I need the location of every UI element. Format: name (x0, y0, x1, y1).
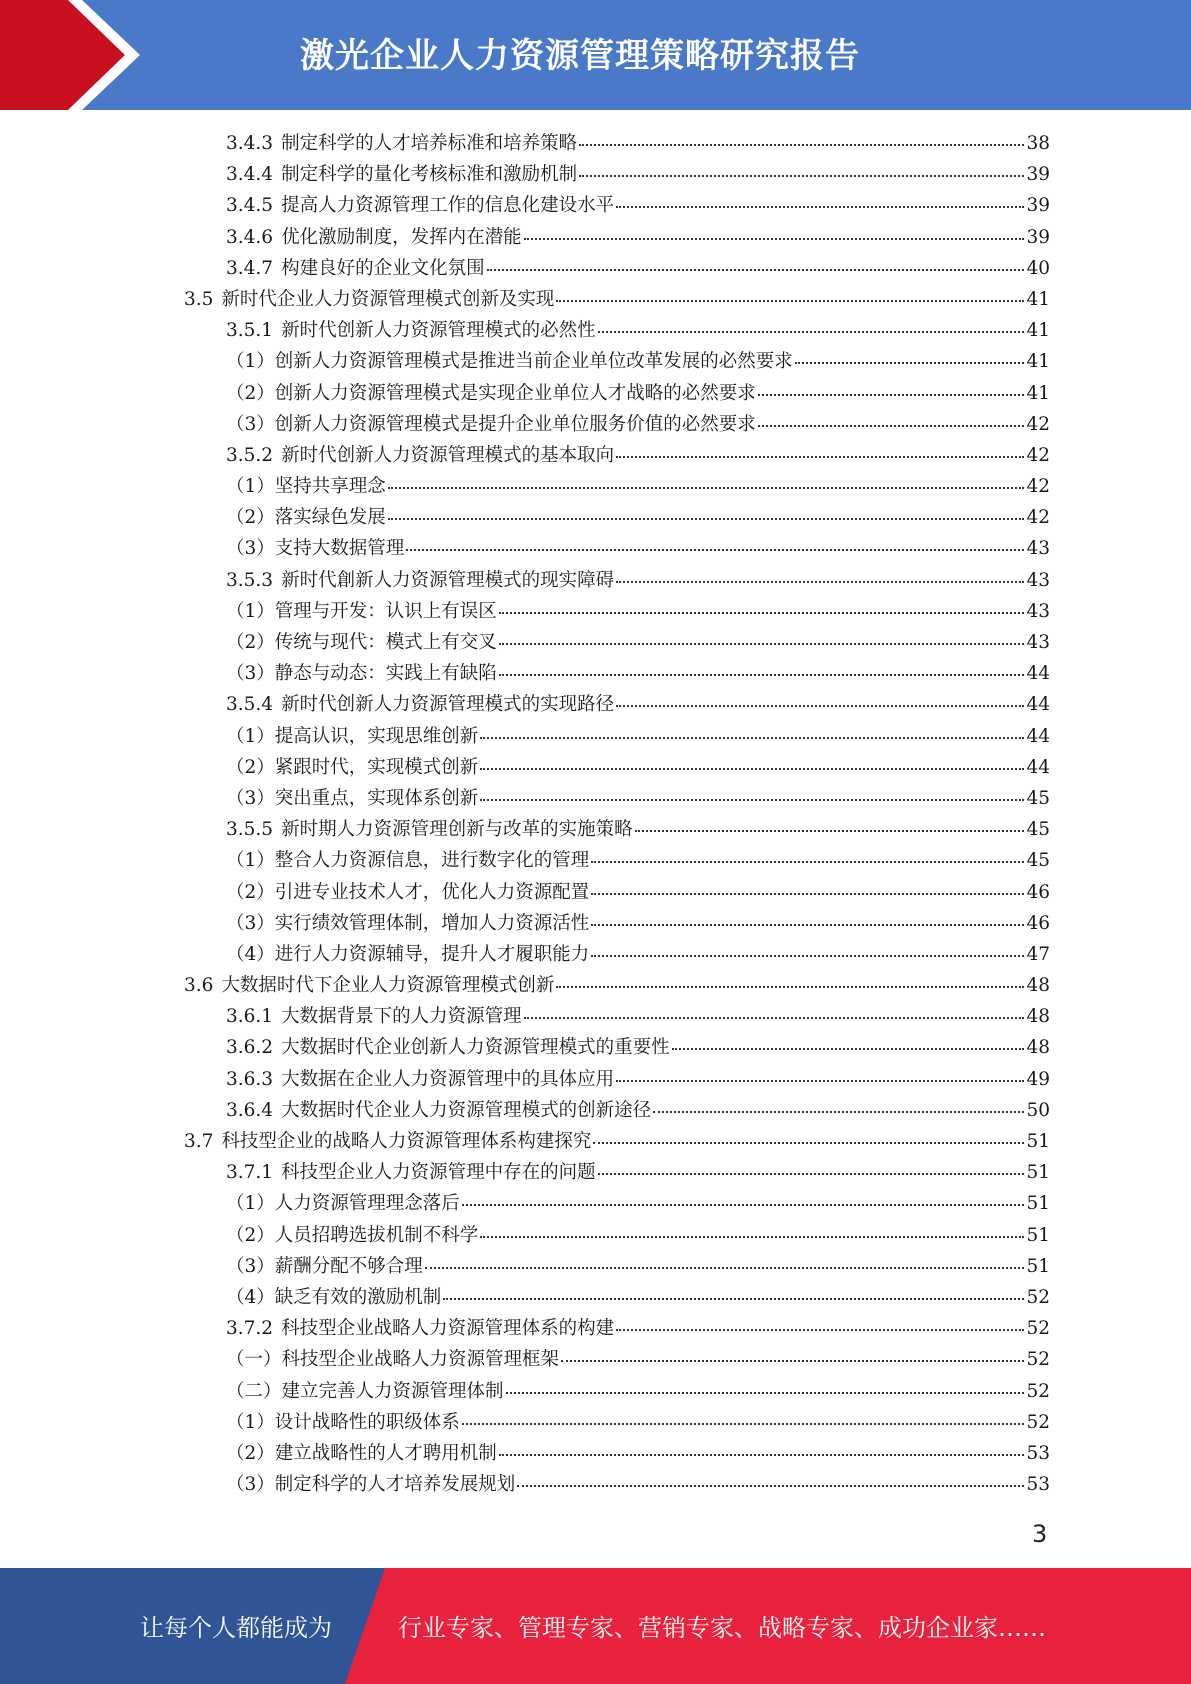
toc-entry-page: 43 (1026, 600, 1050, 622)
toc-entry[interactable] (180, 1469, 1050, 1500)
toc-entry-number: 3.6.2 (226, 1037, 274, 1059)
toc-entry[interactable] (180, 1001, 1050, 1032)
toc-dot-leader (388, 486, 1025, 489)
toc-entry[interactable] (180, 596, 1050, 627)
toc-entry-page: 45 (1026, 787, 1050, 809)
toc-entry[interactable] (180, 721, 1050, 752)
toc-entry-number: 3.5 (184, 288, 214, 310)
toc-entry-page: 42 (1026, 476, 1050, 498)
toc-entry[interactable] (180, 877, 1050, 908)
toc-dot-leader (524, 1016, 1025, 1019)
toc-entry-title: 大数据时代下企业人力资源管理模式创新 (221, 975, 555, 997)
toc-entry-title: 优化激励制度，发挥内在潜能 (281, 226, 522, 248)
toc-dot-leader (499, 673, 1025, 676)
toc-entry-page: 50 (1026, 1099, 1050, 1121)
toc-entry-page: 48 (1026, 1006, 1050, 1028)
toc-dot-leader (480, 1235, 1024, 1238)
toc-entry[interactable] (180, 346, 1050, 377)
toc-entry[interactable] (180, 783, 1050, 814)
toc-entry-page: 42 (1026, 507, 1050, 529)
header-band (0, 0, 1191, 110)
toc-entry-title: 制定科学的人才培养标准和培养策略 (281, 133, 578, 154)
toc-entry-number: 3.5.4 (226, 694, 274, 716)
toc-entry[interactable] (180, 565, 1050, 596)
toc-dot-leader (758, 424, 1025, 427)
toc-entry-title: （1）创新人力资源管理模式是推进当前企业单位改革发展的必然要求 (226, 351, 793, 373)
toc-entry-page: 41 (1026, 351, 1050, 373)
toc-dot-leader (406, 548, 1024, 551)
toc-entry[interactable] (180, 440, 1050, 471)
toc-dot-leader (443, 1297, 1024, 1300)
toc-entry[interactable] (180, 689, 1050, 720)
toc-entry-title: 大数据时代企业创新人力资源管理模式的重要性 (281, 1037, 670, 1059)
toc-entry-page: 41 (1026, 288, 1050, 310)
toc-entry-page: 44 (1026, 663, 1050, 685)
toc-entry-title: （2）传统与现代：模式上有交叉 (226, 632, 497, 653)
toc-entry-title: （3）实行绩效管理体制，增加人力资源活性 (226, 912, 590, 934)
toc-entry-title: （2）引进专业技术人才，优化人力资源配置 (226, 881, 590, 903)
toc-entry-page: 40 (1026, 257, 1050, 279)
toc-entry-title: 新时代创新人力资源管理模式的基本取向 (281, 444, 615, 466)
toc-entry-page: 51 (1026, 1131, 1050, 1152)
toc-entry-title: 大数据在企业人力资源管理中的具体应用 (281, 1068, 615, 1090)
toc-entry-page: 47 (1026, 943, 1050, 965)
toc-dot-leader (480, 767, 1024, 770)
toc-entry[interactable] (180, 908, 1050, 939)
toc-entry-number: 3.4.6 (226, 226, 274, 248)
toc-entry[interactable] (180, 939, 1050, 970)
toc-entry-title: （3）静态与动态：实践上有缺陷 (226, 663, 497, 685)
toc-entry[interactable] (180, 1251, 1050, 1282)
toc-entry[interactable] (180, 315, 1050, 346)
toc-entry-title: 科技型企业的战略人力资源管理体系构建探究 (221, 1131, 592, 1152)
toc-dot-leader (598, 330, 1025, 333)
toc-entry-number: 3.4.5 (226, 195, 274, 217)
toc-entry[interactable] (180, 1344, 1050, 1375)
toc-entry[interactable] (180, 502, 1050, 533)
toc-entry-page: 42 (1026, 444, 1050, 466)
toc-entry-page: 45 (1026, 850, 1050, 872)
toc-entry-page: 39 (1026, 226, 1050, 248)
toc-entry-page: 51 (1026, 1162, 1050, 1184)
toc-entry-page: 45 (1026, 819, 1050, 841)
toc-entry-page: 43 (1026, 569, 1050, 591)
toc-entry-page: 52 (1026, 1349, 1050, 1371)
toc-dot-leader (556, 299, 1024, 302)
toc-dot-leader (616, 1328, 1024, 1331)
toc-entry-page: 41 (1026, 320, 1050, 342)
toc-dot-leader (480, 798, 1024, 801)
toc-entry-title: （2）创新人力资源管理模式是实现企业单位人才战略的必然要求 (226, 382, 756, 404)
red-chevron-icon (0, 0, 160, 110)
toc-dot-leader (579, 174, 1024, 177)
toc-entry-page: 51 (1026, 1193, 1050, 1215)
toc-entry[interactable] (180, 1438, 1050, 1469)
toc-dot-leader (480, 736, 1024, 739)
toc-entry-number: 3.5.5 (226, 819, 274, 841)
toc-entry-page: 48 (1026, 975, 1050, 997)
report-title: 激光企业人力资源管理策略研究报告 (300, 36, 860, 76)
toc-dot-leader (591, 923, 1024, 926)
toc-entry-title: （4）缺乏有效的激励机制 (226, 1286, 442, 1308)
toc-dot-leader (616, 455, 1024, 458)
toc-dot-leader (598, 1172, 1025, 1175)
toc-entry-page: 52 (1026, 1318, 1050, 1340)
toc-dot-leader (795, 361, 1025, 364)
toc-entry[interactable] (180, 1313, 1050, 1344)
toc-entry-number: 3.4.7 (226, 257, 274, 279)
toc-dot-leader (556, 985, 1024, 988)
toc-entry-number: 3.7 (184, 1131, 214, 1152)
toc-entry[interactable] (180, 1376, 1050, 1407)
toc-dot-leader (425, 1266, 1025, 1269)
toc-entry-title: （一）科技型企业战略人力资源管理框架 (226, 1349, 560, 1371)
toc-dot-leader (758, 393, 1025, 396)
toc-entry[interactable] (180, 1188, 1050, 1219)
toc-entry[interactable] (180, 1032, 1050, 1063)
toc-dot-leader (593, 1141, 1024, 1144)
toc-entry-page: 46 (1026, 881, 1050, 903)
toc-entry-number: 3.7.1 (226, 1162, 274, 1184)
toc-entry-title: （1）人力资源管理理念落后 (226, 1193, 460, 1215)
toc-entry-page: 46 (1026, 912, 1050, 934)
toc-entry-title: （3）支持大数据管理 (226, 538, 405, 560)
toc-entry[interactable] (180, 1095, 1050, 1126)
toc-entry[interactable] (180, 533, 1050, 564)
toc-entry-title: （2）人员招聘选拔机制不科学 (226, 1224, 479, 1246)
toc-dot-leader (506, 1391, 1025, 1394)
toc-dot-leader (462, 1422, 1025, 1425)
toc-entry-number: 3.6 (184, 975, 214, 997)
toc-entry[interactable] (180, 378, 1050, 409)
toc-entry-page: 53 (1026, 1474, 1050, 1496)
toc-entry-page: 41 (1026, 382, 1050, 404)
toc-entry-page: 42 (1026, 413, 1050, 435)
toc-entry-title: （1）提高认识，实现思维创新 (226, 725, 479, 747)
toc-dot-leader (591, 860, 1024, 863)
toc-dot-leader (487, 268, 1025, 271)
toc-dot-leader (616, 1079, 1024, 1082)
toc-dot-leader (591, 892, 1024, 895)
toc-entry-page: 39 (1026, 195, 1050, 217)
toc-entry-title: （2）落实绿色发展 (226, 507, 386, 529)
toc-entry[interactable] (180, 471, 1050, 502)
toc-entry[interactable] (180, 1407, 1050, 1438)
toc-entry-number: 3.7.2 (226, 1318, 274, 1340)
toc-entry-title: （2）建立战略性的人才聘用机制 (226, 1442, 497, 1464)
toc-entry[interactable] (180, 409, 1050, 440)
toc-entry-number: 3.5.2 (226, 444, 274, 466)
toc-entry-number: 3.4.3 (226, 133, 274, 154)
toc-entry-page: 52 (1026, 1411, 1050, 1433)
toc-entry-page: 53 (1026, 1442, 1050, 1464)
toc-dot-leader (591, 954, 1024, 957)
toc-entry[interactable] (180, 253, 1050, 284)
toc-entry-page: 49 (1026, 1068, 1050, 1090)
footer-slogan-left: 让每个人都能成为 (140, 1614, 332, 1642)
toc-entry-number: 3.6.3 (226, 1068, 274, 1090)
toc-entry-title: （2）紧跟时代，实现模式创新 (226, 756, 479, 778)
toc-entry-page: 38 (1026, 133, 1050, 154)
toc-entry[interactable] (180, 190, 1050, 221)
toc-entry-page: 52 (1026, 1380, 1050, 1402)
toc-dot-leader (462, 1203, 1025, 1206)
toc-entry[interactable] (180, 814, 1050, 845)
toc-entry-page: 51 (1026, 1255, 1050, 1277)
toc-entry-title: （3）创新人力资源管理模式是提升企业单位服务价值的必然要求 (226, 413, 756, 435)
toc-entry-title: 提高人力资源管理工作的信息化建设水平 (281, 195, 615, 217)
footer-band (0, 1568, 1191, 1684)
toc-entry-title: （3）突出重点，实现体系创新 (226, 787, 479, 809)
toc-entry-page: 44 (1026, 694, 1050, 716)
toc-entry-title: 新时期人力资源管理创新与改革的实施策略 (281, 819, 633, 841)
toc-entry-title: （1）管理与开发：认识上有误区 (226, 600, 497, 622)
toc-entry-number: 3.6.1 (226, 1006, 274, 1028)
toc-entry-number: 3.6.4 (226, 1099, 274, 1121)
toc-entry-title: （3）制定科学的人才培养发展规划 (226, 1474, 516, 1496)
toc-dot-leader (672, 1047, 1025, 1050)
toc-entry-page: 48 (1026, 1037, 1050, 1059)
toc-entry[interactable] (180, 284, 1050, 315)
toc-entry-page: 44 (1026, 756, 1050, 778)
toc-entry[interactable] (180, 1157, 1050, 1188)
toc-dot-leader (616, 580, 1024, 583)
toc-entry-title: 新时代创新人力资源管理模式的实现路径 (281, 694, 615, 716)
toc-entry[interactable] (180, 1220, 1050, 1251)
toc-entry-page: 43 (1026, 632, 1050, 653)
toc-entry-title: 构建良好的企业文化氛围 (281, 257, 485, 279)
toc-entry-number: 3.5.3 (226, 569, 274, 591)
toc-entry-title: （1）坚持共享理念 (226, 476, 386, 498)
toc-entry-title: 新时代创新人力资源管理模式的必然性 (281, 320, 596, 342)
toc-entry[interactable] (180, 970, 1050, 1001)
toc-entry-page: 43 (1026, 538, 1050, 560)
toc-entry-title: （3）薪酬分配不够合理 (226, 1255, 423, 1277)
toc-dot-leader (499, 1453, 1025, 1456)
toc-entry-title: （二）建立完善人力资源管理体制 (226, 1380, 504, 1402)
toc-dot-leader (579, 143, 1024, 146)
toc-entry-title: 大数据时代企业人力资源管理模式的创新途径 (281, 1099, 652, 1121)
toc-entry[interactable] (180, 1282, 1050, 1313)
toc-entry-title: 科技型企业战略人力资源管理体系的构建 (281, 1318, 615, 1340)
toc-dot-leader (653, 1110, 1024, 1113)
toc-entry-page: 39 (1026, 164, 1050, 186)
toc-entry[interactable] (180, 159, 1050, 190)
toc-entry-page: 44 (1026, 725, 1050, 747)
toc-dot-leader (561, 1359, 1024, 1362)
toc-entry[interactable] (180, 845, 1050, 876)
page-number: 3 (1032, 1520, 1048, 1548)
toc-entry[interactable] (180, 752, 1050, 783)
toc-dot-leader (616, 704, 1024, 707)
toc-entry[interactable] (180, 658, 1050, 689)
toc-entry-page: 52 (1026, 1286, 1050, 1308)
toc-entry-title: 制定科学的量化考核标准和激励机制 (281, 164, 578, 186)
toc-dot-leader (499, 611, 1025, 614)
toc-dot-leader (499, 642, 1025, 645)
toc-entry[interactable] (180, 627, 1050, 658)
toc-dot-leader (524, 237, 1025, 240)
footer-slogan-right: 行业专家、管理专家、营销专家、战略专家、成功企业家…… (398, 1614, 1046, 1642)
toc-entry-title: 新时代創新人力资源管理模式的现实障碍 (281, 569, 615, 591)
toc-entry-title: 科技型企业人力资源管理中存在的问题 (281, 1162, 596, 1184)
toc-dot-leader (635, 829, 1025, 832)
toc-entry[interactable] (180, 222, 1050, 253)
toc-entry-number: 3.4.4 (226, 164, 274, 186)
toc-entry-title: （4）进行人力资源辅导，提升人才履职能力 (226, 943, 590, 965)
toc-entry-number: 3.5.1 (226, 320, 274, 342)
toc-dot-leader (616, 205, 1024, 208)
toc-dot-leader (388, 517, 1025, 520)
toc-entry[interactable] (180, 1064, 1050, 1095)
toc-entry-page: 51 (1026, 1224, 1050, 1246)
toc-entry[interactable] (180, 128, 1050, 159)
toc-dot-leader (517, 1484, 1024, 1487)
toc-entry-title: （1）整合人力资源信息，进行数字化的管理 (226, 850, 590, 872)
toc-entry-title: 新时代企业人力资源管理模式创新及实现 (221, 288, 555, 310)
toc-entry[interactable] (180, 1126, 1050, 1157)
table-of-contents (180, 128, 1050, 1500)
toc-entry-title: （1）设计战略性的职级体系 (226, 1411, 460, 1433)
toc-entry-title: 大数据背景下的人力资源管理 (281, 1006, 522, 1028)
